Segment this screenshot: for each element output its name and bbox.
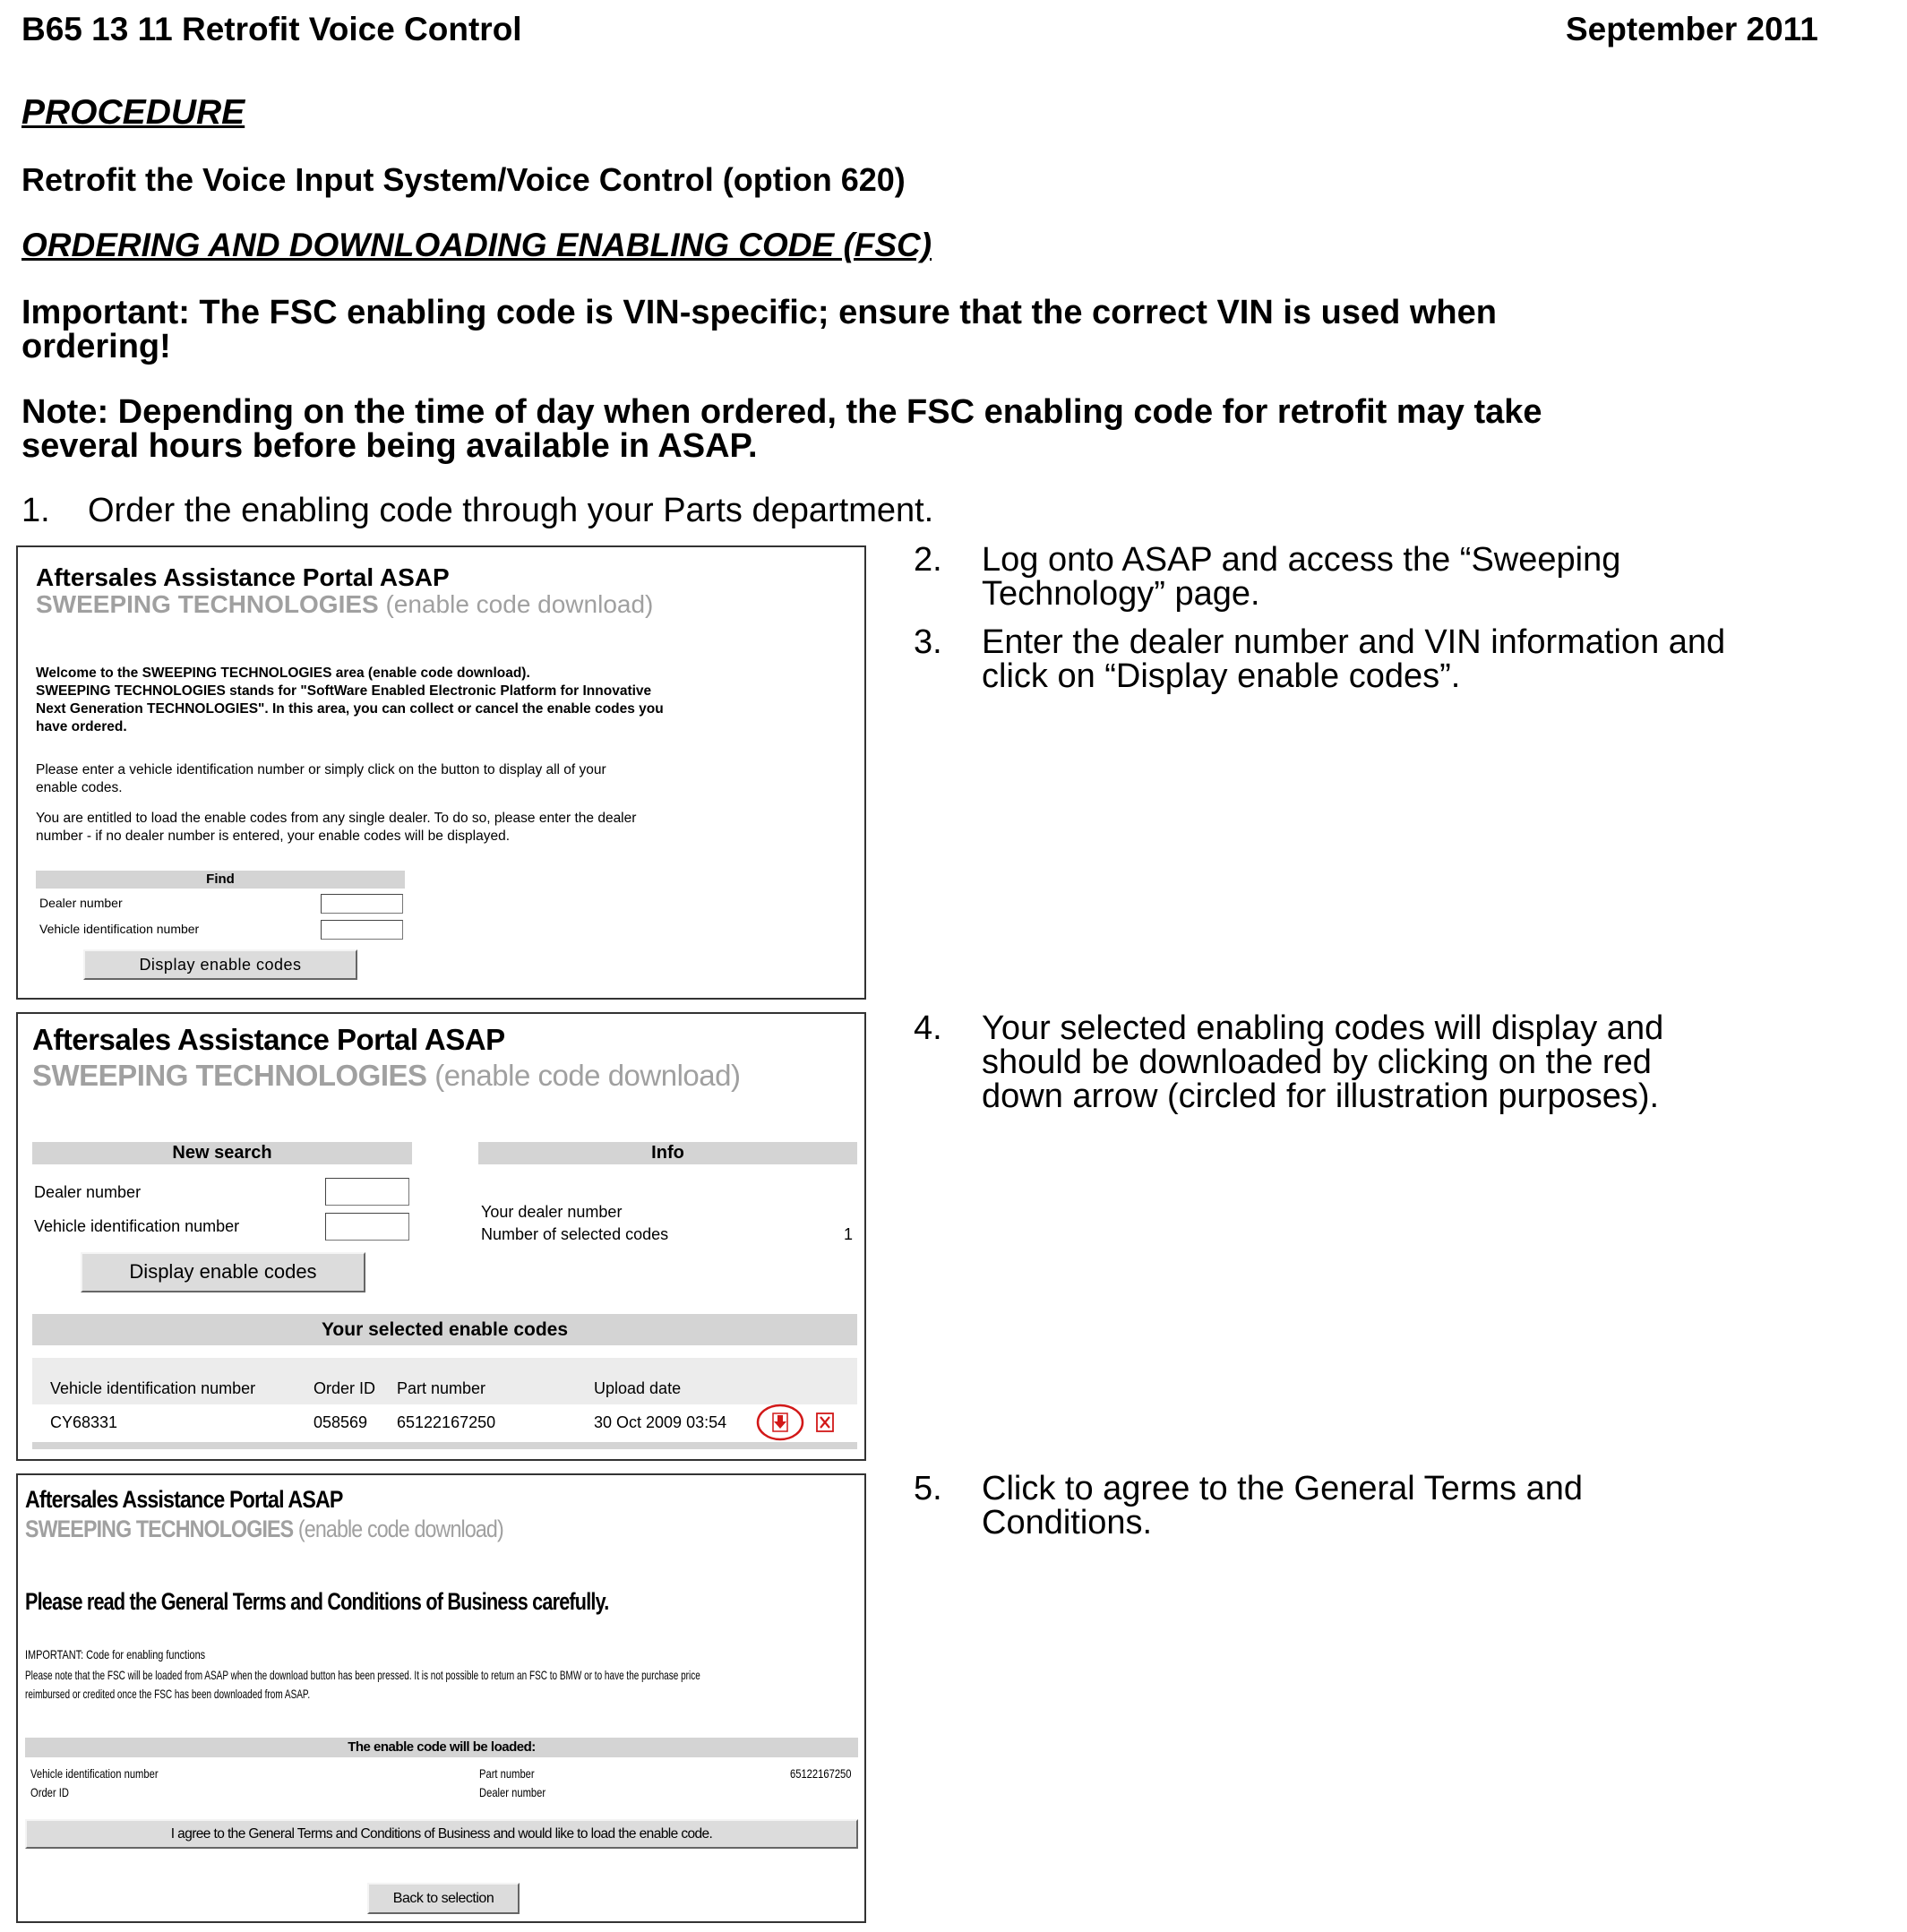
step-text: Order the enabling code through your Parts department.	[88, 492, 934, 529]
important-notice	[21, 296, 1497, 364]
portal-subtitle	[36, 590, 653, 619]
asap-screenshot-search	[16, 545, 866, 1000]
row-part-number: 65122167250	[397, 1413, 496, 1431]
vin-label: Vehicle identification number	[30, 1766, 159, 1781]
step-number: 1.	[21, 492, 50, 529]
step-number: 5.	[914, 1470, 942, 1507]
display-enable-codes-button[interactable]: Display enable codes	[83, 949, 357, 980]
number-of-codes-value: 1	[844, 1225, 854, 1243]
column-header-order-id: Order ID	[314, 1379, 376, 1397]
text-line: have ordered.	[36, 719, 127, 734]
subtitle-main: SWEEPING TECHNOLOGIES	[36, 590, 379, 618]
selected-codes-header: Your selected enable codes	[32, 1314, 857, 1345]
load-header: The enable code will be loaded:	[25, 1738, 858, 1757]
dealer-number-label: Dealer number	[34, 1183, 142, 1201]
note-line-2: several hours before being available in ASAP.	[21, 427, 758, 465]
step-3	[914, 625, 1890, 697]
document-title: B65 13 11 Retrofit Voice Control	[21, 11, 522, 47]
part-number-value: 65122167250	[790, 1766, 852, 1781]
cancel-code-icon[interactable]	[815, 1412, 835, 1433]
portal-subtitle	[32, 1059, 740, 1093]
column-header-vin: Vehicle identification number	[50, 1379, 256, 1397]
text-line: Welcome to the SWEEPING TECHNOLOGIES area (enable code download).	[36, 665, 530, 681]
welcome-text	[36, 665, 664, 736]
new-search-header: New search	[32, 1142, 412, 1164]
step-5	[914, 1472, 1890, 1543]
text-line: Please enter a vehicle identification number or simply click on the button to display all of your	[36, 762, 606, 777]
subtitle-rest: (enable code download)	[426, 1059, 741, 1092]
dealer-info-text	[36, 810, 636, 846]
dealer-number-input[interactable]	[325, 1178, 409, 1206]
number-of-codes-label: Number of selected codes	[481, 1225, 669, 1243]
row-order-id: 058569	[314, 1413, 368, 1431]
step-line: down arrow (circled for illustration purposes).	[982, 1078, 1660, 1115]
important-code-text: IMPORTANT: Code for enabling functions	[25, 1647, 206, 1662]
column-header-upload-date: Upload date	[594, 1379, 682, 1397]
vin-input[interactable]	[325, 1213, 409, 1241]
step-line: click on “Display enable codes”.	[982, 657, 1461, 695]
asap-screenshot-terms	[16, 1473, 866, 1923]
step-text	[982, 543, 1620, 611]
subtitle-main: SWEEPING TECHNOLOGIES	[32, 1059, 427, 1092]
dealer-number-label: Dealer number	[39, 896, 123, 910]
procedure-subtitle: Retrofit the Voice Input System/Voice Control (option 620)	[21, 161, 906, 198]
step-line: Your selected enabling codes will display and	[982, 1009, 1664, 1047]
text-line: SWEEPING TECHNOLOGIES stands for "SoftWare Enabled Electronic Platform for Innovative	[36, 683, 652, 699]
terms-heading: Please read the General Terms and Conditions of Business carefully.	[25, 1588, 609, 1615]
step-2	[914, 543, 1881, 614]
terms-note-text	[25, 1666, 700, 1704]
vin-input[interactable]	[321, 920, 403, 940]
agree-load-code-button[interactable]: I agree to the General Terms and Conditions of Business and would like to load the enable code.	[25, 1819, 858, 1849]
step-text	[982, 1011, 1663, 1113]
text-line: reimbursed or credited once the FSC has been downloaded from ASAP.	[25, 1687, 311, 1701]
important-line-2: ordering!	[21, 328, 171, 365]
procedure-heading: PROCEDURE	[21, 93, 245, 132]
subtitle-rest: (enable code download)	[378, 590, 654, 618]
step-line: Technology” page.	[982, 575, 1260, 613]
your-dealer-number-label: Your dealer number	[481, 1203, 623, 1221]
text-line: Next Generation TECHNOLOGIES". In this area, you can collect or cancel the enable codes you	[36, 701, 664, 717]
display-enable-codes-button[interactable]: Display enable codes	[81, 1252, 365, 1292]
row-upload-date: 30 Oct 2009 03:54	[594, 1413, 727, 1431]
step-number: 3.	[914, 623, 942, 661]
text-line: Please note that the FSC will be loaded from ASAP when the download button has been pressed. It is not possible to return an FSC to BMW or to have the purchase price	[25, 1668, 700, 1682]
order-id-label: Order ID	[30, 1785, 69, 1799]
asap-screenshot-results	[16, 1012, 866, 1461]
back-to-selection-button[interactable]: Back to selection	[367, 1883, 520, 1914]
step-line: Click to agree to the General Terms and	[982, 1470, 1583, 1507]
important-line-1: Important: The FSC enabling code is VIN-specific; ensure that the correct VIN is used when	[21, 294, 1497, 331]
step-1	[21, 494, 1186, 529]
step-line: Log onto ASAP and access the “Sweeping	[982, 541, 1621, 579]
step-number: 4.	[914, 1009, 942, 1047]
instructions-text	[36, 761, 606, 797]
step-line: should be downloaded by clicking on the red	[982, 1043, 1652, 1081]
step-4	[914, 1011, 1890, 1119]
note-notice	[21, 395, 1542, 463]
dealer-number-label: Dealer number	[479, 1785, 546, 1799]
step-text	[982, 625, 1725, 693]
note-line-1: Note: Depending on the time of day when ordered, the FSC enabling code for retrofit may take	[21, 393, 1542, 431]
info-header: Info	[478, 1142, 857, 1164]
step-text	[982, 1472, 1583, 1540]
row-vin: CY68331	[50, 1413, 118, 1431]
portal-title: Aftersales Assistance Portal ASAP	[25, 1486, 343, 1513]
text-line: enable codes.	[36, 780, 123, 795]
text-line: You are entitled to load the enable codes from any single dealer. To do so, please enter the dealer	[36, 811, 637, 826]
portal-title: Aftersales Assistance Portal ASAP	[36, 563, 450, 591]
text-line: number - if no dealer number is entered, your enable codes will be displayed.	[36, 829, 511, 844]
vin-label: Vehicle identification number	[34, 1217, 240, 1235]
download-arrow-icon[interactable]	[755, 1402, 805, 1443]
step-line: Conditions.	[982, 1504, 1153, 1541]
column-header-part-number: Part number	[397, 1379, 486, 1397]
subtitle-rest: (enable code download)	[293, 1516, 503, 1542]
subtitle-main: SWEEPING TECHNOLOGIES	[25, 1516, 294, 1542]
document-date: September 2011	[1566, 11, 1818, 47]
portal-subtitle	[25, 1516, 503, 1543]
ordering-heading: ORDERING AND DOWNLOADING ENABLING CODE (FSC)	[21, 227, 932, 263]
part-number-label: Part number	[479, 1766, 535, 1781]
table-footer-bar	[32, 1442, 857, 1449]
dealer-number-input[interactable]	[321, 894, 403, 914]
step-number: 2.	[914, 541, 942, 579]
step-line: Enter the dealer number and VIN information and	[982, 623, 1726, 661]
vin-label: Vehicle identification number	[39, 922, 200, 936]
portal-title: Aftersales Assistance Portal ASAP	[32, 1023, 505, 1056]
find-header: Find	[36, 871, 405, 889]
